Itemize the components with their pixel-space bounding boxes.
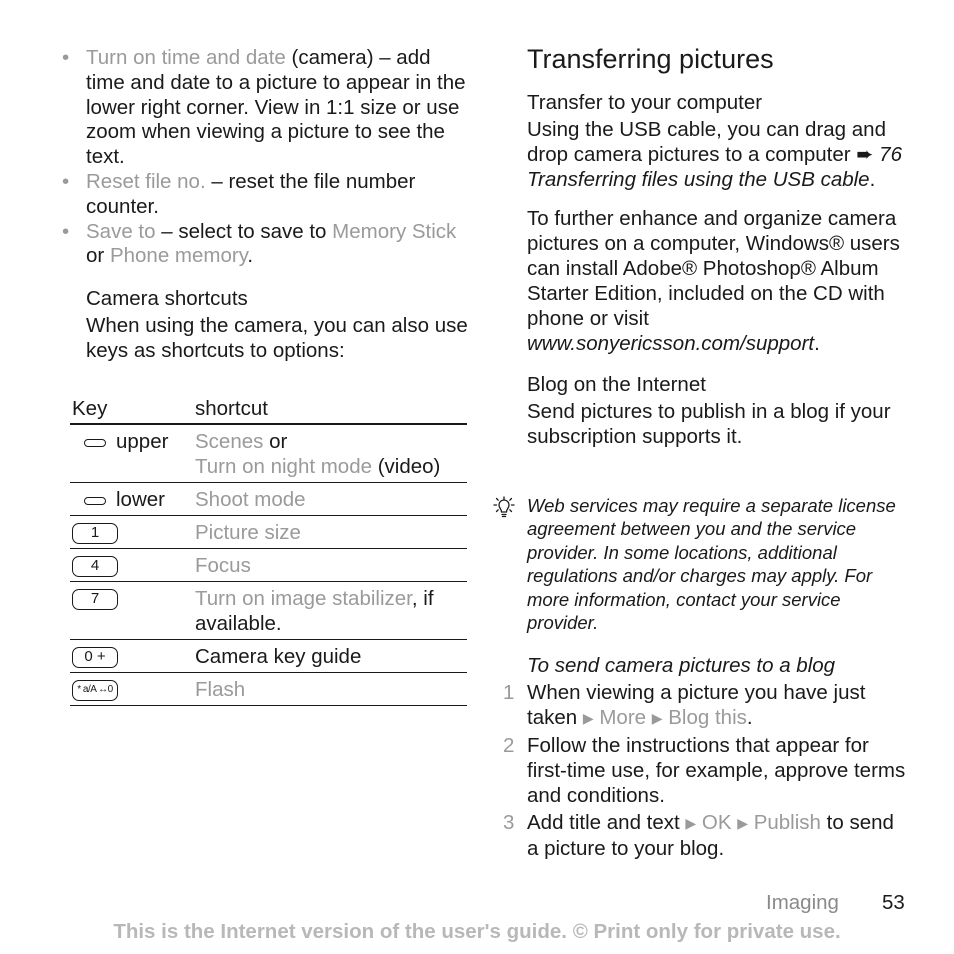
step-text: Add title and text [527,811,686,834]
page-number: 53 [882,891,905,914]
tip-note: Web services may require a separate license agreement between you and the service provider. In some locations, additional regulations and/or charges may apply. For more information, contact your service provider. [527,495,896,634]
section-heading: Transfer to your computer [527,91,763,114]
key-0-icon: 0 + [72,647,118,668]
section-text: Send pictures to publish in a blog if your subscription supports it. [527,400,891,448]
key-label: lower [116,488,165,511]
blog-steps [500,653,910,861]
section-name: Imaging [766,891,839,914]
procedure-step [500,680,910,731]
option-term: Phone memory [109,244,248,268]
bullet-icon: • [62,46,70,69]
page-title: Transferring pictures [527,44,774,74]
table-cell [70,483,193,516]
procedure-title: To send camera pictures to a blog [527,654,836,677]
key-label: upper [116,430,169,453]
option-term: Save to [86,219,156,243]
key-1-icon: 1 [72,523,118,544]
table-row [70,424,467,483]
table-cell [193,673,467,706]
step-text: . [746,706,753,729]
table-row [70,582,467,640]
lightbulb-tip-icon [490,495,518,523]
table-cell [193,483,467,516]
menu-arrow-icon: ▶ [651,710,663,726]
step-text: Follow the instructions that appear for first-time use, for example, approve terms and conditions. [527,734,906,807]
step-number: 3 [503,811,515,834]
menu-item-label: Blog this [668,706,747,729]
table-row [70,673,467,706]
section-heading: Blog on the Internet [527,373,706,396]
table-row [70,483,467,516]
shortcut-term: Shoot mode [195,488,306,511]
key-4-icon: 4 [72,556,118,577]
step-text: When viewing a picture you have just taken [527,681,866,729]
menu-item-label: More [599,706,647,729]
menu-arrow-icon: ▶ [582,710,594,726]
section-text [527,117,907,192]
section-text: When using the camera, you can also use keys as shortcuts to options: [86,314,468,362]
section-heading: Camera shortcuts [86,287,248,310]
option-description: . [247,244,254,268]
shortcut-term: Turn on image stabilizer [195,587,412,610]
option-term: Reset file no. [86,169,206,193]
left-column [62,46,472,269]
list-item [62,220,472,270]
shortcut-text: , if available. [195,587,434,635]
table-row [70,516,467,549]
shortcut-text: Camera key guide [195,645,362,668]
key-7-icon: 7 [72,589,118,610]
list-item [62,46,472,170]
shortcut-term: Flash [195,678,246,701]
menu-item-label: Publish [753,811,821,834]
menu-arrow-icon: ▶ [737,815,748,831]
table-row [70,640,467,673]
support-url: www.sonyericsson.com/support [527,332,815,355]
right-column [527,42,907,449]
reference-arrow-icon: ➨ [850,143,874,166]
table-row [70,549,467,582]
table-cell [70,582,193,640]
option-description: – select to save to [155,219,333,243]
shortcut-text: or [263,430,288,453]
table-cell [70,424,193,483]
cross-reference: 76 Transferring files using the USB cable [527,143,902,191]
shortcut-term: Focus [195,554,251,577]
option-description: (camera) – add time and date to a picture to appear in the lower right corner. View in 1:1 size or use zoom when viewing a picture to see the text. [86,46,466,169]
option-description: or [86,244,110,268]
bullet-icon: • [62,219,70,243]
body-text: To further enhance and organize camera pictures on a computer, Windows® users can install Adobe® Photoshop® Album Starter Edition, included on the CD with phone or visit [527,207,900,330]
option-list [62,46,472,269]
table-header-row [70,393,467,424]
table-cell [70,640,193,673]
table-cell [70,549,193,582]
menu-item-label: OK [701,811,732,834]
section-text [527,206,907,356]
navigation-key-icon [84,439,106,447]
key-star-icon: * a/A ↔0 [72,680,118,701]
bullet-icon: • [62,169,70,193]
procedure-step [500,810,910,861]
option-description: – reset the file number counter. [86,169,416,218]
step-number: 2 [503,734,515,757]
option-term: Turn on time and date [86,46,286,69]
table-cell [193,424,467,483]
body-text: . [869,168,876,191]
table-cell [193,582,467,640]
table-cell [70,516,193,549]
table-cell [193,516,467,549]
table-cell [70,673,193,706]
body-text: Using the USB cable, you can drag and drop camera pictures to a computer [527,118,886,166]
column-header: shortcut [193,393,467,424]
shortcut-text: (video) [372,455,441,478]
column-header: Key [70,393,193,424]
camera-shortcuts-section [86,286,476,363]
option-term: Memory Stick [332,219,457,243]
copyright-notice: This is the Internet version of the user's guide. © Print only for private use. [113,920,841,943]
shortcut-term: Turn on night mode [195,455,373,478]
shortcut-table [70,393,467,706]
step-text: to send a picture to your blog. [527,811,894,860]
table-cell [193,640,467,673]
navigation-key-icon [84,497,106,505]
shortcut-term: Picture size [195,521,301,544]
shortcut-term: Scenes [195,430,264,453]
table-cell [193,549,467,582]
body-text: . [814,332,820,355]
step-number: 1 [503,681,515,704]
menu-arrow-icon: ▶ [685,815,697,831]
list-item [62,170,472,220]
procedure-step [500,733,910,808]
